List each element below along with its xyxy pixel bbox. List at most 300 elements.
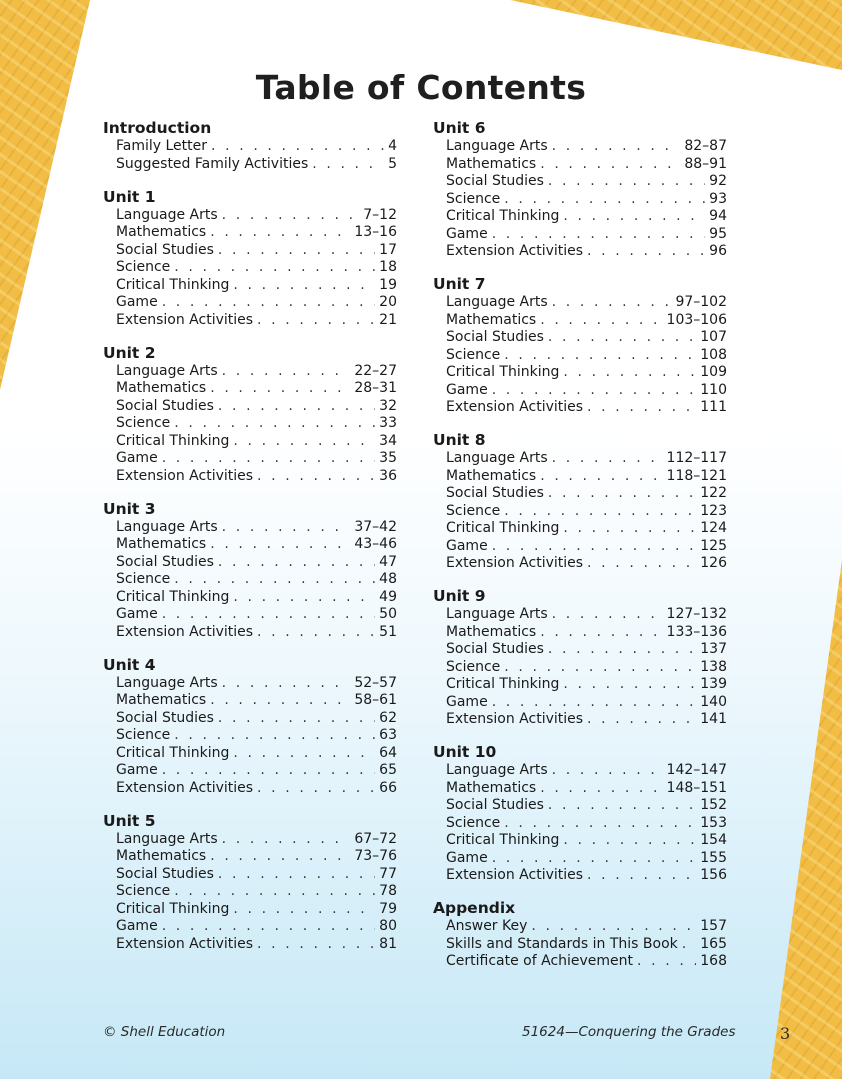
dot-leader bbox=[563, 208, 705, 226]
toc-entry bbox=[446, 624, 727, 642]
entry-label: Extension Activities bbox=[116, 779, 254, 796]
entry-label: Mathematics bbox=[116, 692, 207, 708]
entry-label: Social Studies bbox=[116, 865, 214, 882]
dot-leader bbox=[162, 762, 375, 780]
entry-label: Language Arts bbox=[116, 362, 218, 379]
entry-page: 168 bbox=[700, 953, 727, 969]
toc-entry bbox=[116, 675, 397, 693]
entry-page: 103–106 bbox=[666, 311, 727, 328]
entry-page: 93 bbox=[709, 190, 727, 207]
dot-leader bbox=[587, 399, 696, 417]
dot-leader bbox=[504, 191, 705, 209]
section-heading: Unit 6 bbox=[433, 119, 486, 137]
entry-label: Science bbox=[446, 346, 501, 363]
dot-leader bbox=[174, 727, 375, 745]
entry-label: Language Arts bbox=[446, 294, 548, 310]
dot-leader bbox=[552, 606, 663, 624]
entry-label: Language Arts bbox=[446, 606, 548, 622]
toc-entry bbox=[446, 399, 727, 417]
entry-label: Extension Activities bbox=[446, 555, 584, 571]
toc-entry bbox=[116, 398, 397, 416]
entry-label: Mathematics bbox=[116, 536, 207, 552]
entry-page: 65 bbox=[379, 762, 397, 778]
toc-entry bbox=[446, 780, 727, 798]
entry-page: 126 bbox=[700, 555, 727, 571]
entry-label: Science bbox=[446, 814, 501, 831]
entry-page: 139 bbox=[700, 676, 727, 692]
entry-page: 63 bbox=[379, 727, 397, 743]
entry-label: Game bbox=[116, 606, 158, 622]
toc-entry bbox=[116, 589, 397, 607]
dot-leader bbox=[637, 953, 696, 971]
toc-entry bbox=[116, 450, 397, 468]
dot-leader bbox=[548, 329, 696, 347]
entry-page: 13–16 bbox=[354, 224, 397, 240]
toc-entry bbox=[116, 433, 397, 451]
toc-entry bbox=[446, 156, 727, 174]
entry-label: Science bbox=[116, 571, 171, 587]
entry-page: 157 bbox=[700, 918, 727, 934]
toc-entry bbox=[116, 259, 397, 277]
entry-label: Mathematics bbox=[116, 380, 207, 396]
toc-entry bbox=[446, 173, 727, 191]
entry-label: Game bbox=[116, 918, 158, 934]
entry-page: 66 bbox=[379, 779, 397, 796]
toc-entry bbox=[446, 243, 727, 261]
toc-entry bbox=[446, 138, 727, 156]
entry-page: 94 bbox=[709, 208, 727, 224]
entry-page: 52–57 bbox=[354, 674, 397, 691]
entry-page: 20 bbox=[379, 294, 397, 310]
toc-entry bbox=[116, 536, 397, 554]
footer-publisher: © Shell Education bbox=[103, 1024, 226, 1040]
entry-label: Language Arts bbox=[446, 762, 548, 778]
entry-label: Critical Thinking bbox=[446, 364, 560, 380]
entry-page: 50 bbox=[379, 606, 397, 622]
entry-page: 62 bbox=[379, 709, 397, 726]
toc-entry bbox=[446, 815, 727, 833]
entry-label: Suggested Family Activities bbox=[116, 155, 309, 172]
entry-label: Extension Activities bbox=[446, 399, 584, 415]
section-heading: Unit 5 bbox=[103, 811, 156, 830]
toc-entry bbox=[446, 659, 727, 677]
dot-leader bbox=[257, 624, 375, 642]
entry-page: 81 bbox=[379, 935, 397, 952]
entry-label: Science bbox=[116, 727, 171, 743]
toc-entry bbox=[116, 727, 397, 745]
toc-entry bbox=[116, 277, 397, 295]
dot-leader bbox=[552, 138, 681, 156]
toc-entry bbox=[446, 832, 727, 850]
toc-entry bbox=[446, 364, 727, 382]
dot-leader bbox=[218, 242, 375, 260]
toc-entry bbox=[446, 503, 727, 521]
dot-leader bbox=[682, 936, 697, 954]
entry-page: 7–12 bbox=[363, 206, 397, 223]
entry-page: 79 bbox=[379, 900, 397, 917]
entry-label: Mathematics bbox=[446, 623, 537, 640]
entry-label: Social Studies bbox=[116, 397, 214, 414]
toc-entry bbox=[116, 294, 397, 312]
toc-entry bbox=[446, 953, 727, 971]
dot-leader bbox=[257, 936, 375, 954]
toc-entry bbox=[116, 848, 397, 866]
dot-leader bbox=[218, 710, 375, 728]
entry-page: 82–87 bbox=[684, 138, 727, 154]
dot-leader bbox=[218, 866, 375, 884]
entry-label: Social Studies bbox=[446, 485, 544, 501]
dot-leader bbox=[504, 659, 696, 677]
entry-label: Science bbox=[446, 502, 501, 519]
entry-page: 141 bbox=[700, 711, 727, 727]
dot-leader bbox=[233, 433, 375, 451]
dot-leader bbox=[233, 745, 375, 763]
entry-page: 125 bbox=[700, 537, 727, 554]
toc-section bbox=[103, 812, 397, 954]
toc-entry bbox=[446, 936, 727, 954]
entry-page: 156 bbox=[700, 867, 727, 883]
toc-entry bbox=[446, 555, 727, 573]
toc-entry bbox=[446, 191, 727, 209]
dot-leader bbox=[210, 380, 350, 398]
toc-entry bbox=[446, 208, 727, 226]
entry-label: Mathematics bbox=[446, 779, 537, 796]
entry-page: 78 bbox=[379, 883, 397, 899]
dot-leader bbox=[222, 207, 360, 225]
entry-label: Answer Key bbox=[446, 918, 528, 934]
toc-entry bbox=[116, 571, 397, 589]
entry-label: Extension Activities bbox=[446, 711, 584, 727]
entry-label: Certificate of Achievement bbox=[446, 953, 634, 969]
entry-page: 36 bbox=[379, 467, 397, 484]
dot-leader bbox=[162, 918, 375, 936]
entry-page: 58–61 bbox=[354, 692, 397, 708]
toc-entry bbox=[446, 312, 727, 330]
entry-page: 22–27 bbox=[354, 362, 397, 379]
entry-page: 97–102 bbox=[675, 294, 727, 310]
entry-page: 140 bbox=[700, 693, 727, 710]
entry-label: Extension Activities bbox=[446, 243, 584, 259]
entry-page: 32 bbox=[379, 397, 397, 414]
entry-label: Mathematics bbox=[446, 311, 537, 328]
entry-label: Language Arts bbox=[446, 450, 548, 466]
entry-page: 80 bbox=[379, 918, 397, 934]
dot-leader bbox=[563, 832, 696, 850]
page-number: 3 bbox=[780, 1024, 791, 1043]
toc-section bbox=[103, 119, 397, 173]
dot-leader bbox=[504, 503, 696, 521]
entry-label: Social Studies bbox=[116, 709, 214, 726]
entry-page: 165 bbox=[700, 935, 727, 952]
toc-entry bbox=[116, 519, 397, 537]
dot-leader bbox=[563, 520, 696, 538]
dot-leader bbox=[233, 901, 375, 919]
dot-leader bbox=[540, 468, 662, 486]
entry-page: 124 bbox=[700, 520, 727, 536]
dot-leader bbox=[174, 415, 375, 433]
entry-label: Social Studies bbox=[116, 241, 214, 258]
toc-section bbox=[433, 587, 727, 729]
toc-entry bbox=[116, 762, 397, 780]
toc-entry bbox=[116, 692, 397, 710]
entry-label: Mathematics bbox=[116, 848, 207, 864]
entry-page: 154 bbox=[700, 832, 727, 848]
entry-label: Game bbox=[446, 693, 488, 710]
toc-right-column bbox=[433, 119, 727, 985]
entry-label: Mathematics bbox=[446, 467, 537, 484]
dot-leader bbox=[548, 173, 705, 191]
toc-entry bbox=[446, 850, 727, 868]
entry-page: 137 bbox=[700, 641, 727, 657]
entry-page: 112–117 bbox=[666, 450, 727, 466]
entry-label: Science bbox=[116, 883, 171, 899]
entry-label: Language Arts bbox=[116, 518, 218, 535]
dot-leader bbox=[540, 780, 662, 798]
entry-page: 5 bbox=[388, 155, 397, 172]
entry-label: Game bbox=[446, 537, 488, 554]
dot-leader bbox=[233, 277, 375, 295]
dot-leader bbox=[587, 243, 705, 261]
entry-page: 37–42 bbox=[354, 518, 397, 535]
entry-page: 47 bbox=[379, 553, 397, 570]
entry-label: Mathematics bbox=[116, 224, 207, 240]
dot-leader bbox=[257, 468, 375, 486]
entry-page: 142–147 bbox=[666, 762, 727, 778]
dot-leader bbox=[492, 850, 697, 868]
toc-entry bbox=[446, 226, 727, 244]
entry-page: 109 bbox=[700, 364, 727, 380]
dot-leader bbox=[174, 571, 375, 589]
entry-label: Game bbox=[116, 294, 158, 310]
toc-left-column bbox=[103, 119, 397, 968]
entry-page: 28–31 bbox=[354, 380, 397, 396]
dot-leader bbox=[210, 224, 350, 242]
toc-entry bbox=[446, 485, 727, 503]
dot-leader bbox=[492, 538, 697, 556]
dot-leader bbox=[222, 675, 351, 693]
section-heading: Appendix bbox=[433, 899, 516, 917]
entry-label: Social Studies bbox=[446, 329, 544, 345]
entry-page: 107 bbox=[700, 329, 727, 345]
dot-leader bbox=[548, 797, 696, 815]
dot-leader bbox=[162, 294, 375, 312]
entry-page: 4 bbox=[388, 138, 397, 154]
entry-label: Critical Thinking bbox=[446, 832, 560, 848]
entry-page: 122 bbox=[700, 485, 727, 501]
entry-page: 48 bbox=[379, 571, 397, 587]
entry-label: Extension Activities bbox=[116, 467, 254, 484]
entry-page: 18 bbox=[379, 259, 397, 275]
entry-label: Critical Thinking bbox=[116, 432, 230, 449]
toc-entry bbox=[116, 901, 397, 919]
dot-leader bbox=[587, 555, 696, 573]
dot-leader bbox=[222, 831, 351, 849]
toc-entry bbox=[116, 468, 397, 486]
toc-entry bbox=[446, 641, 727, 659]
entry-page: 108 bbox=[700, 346, 727, 363]
dot-leader bbox=[222, 363, 351, 381]
toc-entry bbox=[446, 606, 727, 624]
toc-entry bbox=[116, 866, 397, 884]
entry-page: 133–136 bbox=[666, 623, 727, 640]
entry-label: Science bbox=[116, 415, 171, 431]
toc-entry bbox=[116, 780, 397, 798]
dot-leader bbox=[563, 676, 696, 694]
dot-leader bbox=[492, 226, 705, 244]
dot-leader bbox=[548, 641, 696, 659]
toc-entry bbox=[116, 710, 397, 728]
entry-page: 118–121 bbox=[666, 467, 727, 484]
toc-entry bbox=[116, 224, 397, 242]
toc-entry bbox=[116, 918, 397, 936]
entry-label: Game bbox=[446, 849, 488, 866]
toc-entry bbox=[446, 382, 727, 400]
dot-leader bbox=[504, 815, 696, 833]
entry-label: Critical Thinking bbox=[116, 900, 230, 917]
toc-section bbox=[433, 743, 727, 885]
toc-entry bbox=[446, 468, 727, 486]
entry-page: 77 bbox=[379, 865, 397, 882]
dot-leader bbox=[218, 398, 375, 416]
toc-entry bbox=[116, 380, 397, 398]
dot-leader bbox=[210, 848, 350, 866]
dot-leader bbox=[531, 918, 696, 936]
entry-label: Family Letter bbox=[116, 138, 208, 154]
toc-section bbox=[103, 656, 397, 798]
dot-leader bbox=[504, 347, 696, 365]
entry-page: 73–76 bbox=[354, 848, 397, 864]
toc-entry bbox=[116, 745, 397, 763]
entry-label: Critical Thinking bbox=[116, 276, 230, 293]
toc-section bbox=[433, 431, 727, 573]
entry-label: Extension Activities bbox=[116, 311, 254, 328]
dot-leader bbox=[233, 589, 375, 607]
entry-label: Language Arts bbox=[116, 206, 218, 223]
section-heading: Unit 2 bbox=[103, 343, 156, 362]
entry-label: Extension Activities bbox=[116, 935, 254, 952]
entry-page: 34 bbox=[379, 432, 397, 449]
toc-section bbox=[433, 899, 727, 971]
entry-page: 21 bbox=[379, 311, 397, 328]
dot-leader bbox=[552, 294, 672, 312]
toc-entry bbox=[446, 294, 727, 312]
entry-page: 138 bbox=[700, 658, 727, 675]
entry-page: 43–46 bbox=[354, 536, 397, 552]
dot-leader bbox=[211, 138, 384, 156]
entry-label: Critical Thinking bbox=[116, 744, 230, 761]
entry-page: 19 bbox=[379, 276, 397, 293]
dot-leader bbox=[257, 312, 375, 330]
toc-entry bbox=[116, 363, 397, 381]
entry-page: 127–132 bbox=[666, 606, 727, 622]
entry-label: Language Arts bbox=[446, 138, 548, 154]
dot-leader bbox=[174, 259, 375, 277]
section-heading: Unit 8 bbox=[433, 431, 486, 449]
toc-entry bbox=[116, 207, 397, 225]
entry-label: Game bbox=[446, 381, 488, 398]
dot-leader bbox=[162, 450, 375, 468]
entry-label: Game bbox=[116, 762, 158, 778]
entry-page: 33 bbox=[379, 415, 397, 431]
dot-leader bbox=[257, 780, 375, 798]
toc-entry bbox=[116, 606, 397, 624]
toc-section bbox=[433, 119, 727, 261]
entry-page: 92 bbox=[709, 173, 727, 189]
entry-page: 110 bbox=[700, 381, 727, 398]
toc-entry bbox=[116, 312, 397, 330]
dot-leader bbox=[548, 485, 696, 503]
entry-label: Skills and Standards in This Book bbox=[446, 935, 678, 952]
section-heading: Unit 1 bbox=[103, 187, 156, 206]
entry-page: 152 bbox=[700, 797, 727, 813]
section-heading: Unit 3 bbox=[103, 499, 156, 518]
dot-leader bbox=[210, 536, 350, 554]
dot-leader bbox=[174, 883, 375, 901]
toc-entry bbox=[446, 797, 727, 815]
footer-book-title: 51624—Conquering the Grades bbox=[522, 1024, 736, 1040]
toc-entry bbox=[446, 520, 727, 538]
toc-entry bbox=[446, 329, 727, 347]
toc-entry bbox=[446, 538, 727, 556]
toc-section bbox=[103, 344, 397, 486]
entry-label: Social Studies bbox=[446, 173, 544, 189]
entry-label: Science bbox=[116, 259, 171, 275]
toc-entry bbox=[116, 936, 397, 954]
dot-leader bbox=[312, 156, 384, 174]
entry-page: 111 bbox=[700, 399, 727, 415]
entry-label: Language Arts bbox=[116, 830, 218, 847]
entry-label: Social Studies bbox=[116, 553, 214, 570]
entry-label: Game bbox=[116, 450, 158, 466]
dot-leader bbox=[492, 694, 697, 712]
toc-section bbox=[433, 275, 727, 417]
entry-page: 51 bbox=[379, 623, 397, 640]
dot-leader bbox=[218, 554, 375, 572]
section-heading: Unit 10 bbox=[433, 743, 497, 761]
page-title: Table of Contents bbox=[255, 68, 587, 107]
entry-label: Extension Activities bbox=[116, 623, 254, 640]
toc-entry bbox=[446, 867, 727, 885]
toc-entry bbox=[116, 831, 397, 849]
dot-leader bbox=[587, 867, 696, 885]
toc-entry bbox=[446, 762, 727, 780]
entry-label: Extension Activities bbox=[446, 867, 584, 883]
entry-label: Critical Thinking bbox=[446, 208, 560, 224]
section-heading: Introduction bbox=[103, 119, 212, 137]
toc-entry bbox=[446, 450, 727, 468]
toc-entry bbox=[116, 156, 397, 174]
entry-label: Social Studies bbox=[446, 797, 544, 813]
toc-entry bbox=[116, 624, 397, 642]
entry-page: 88–91 bbox=[684, 155, 727, 172]
entry-label: Critical Thinking bbox=[116, 588, 230, 605]
dot-leader bbox=[540, 156, 680, 174]
toc-entry bbox=[116, 415, 397, 433]
toc-entry bbox=[446, 347, 727, 365]
entry-label: Language Arts bbox=[116, 674, 218, 691]
section-heading: Unit 9 bbox=[433, 587, 486, 605]
entry-page: 96 bbox=[709, 243, 727, 259]
toc-section bbox=[103, 188, 397, 330]
toc-entry bbox=[446, 694, 727, 712]
dot-leader bbox=[552, 450, 663, 468]
entry-page: 153 bbox=[700, 814, 727, 831]
dot-leader bbox=[563, 364, 696, 382]
dot-leader bbox=[210, 692, 350, 710]
dot-leader bbox=[492, 382, 697, 400]
entry-label: Critical Thinking bbox=[446, 676, 560, 692]
entry-label: Science bbox=[446, 190, 501, 207]
